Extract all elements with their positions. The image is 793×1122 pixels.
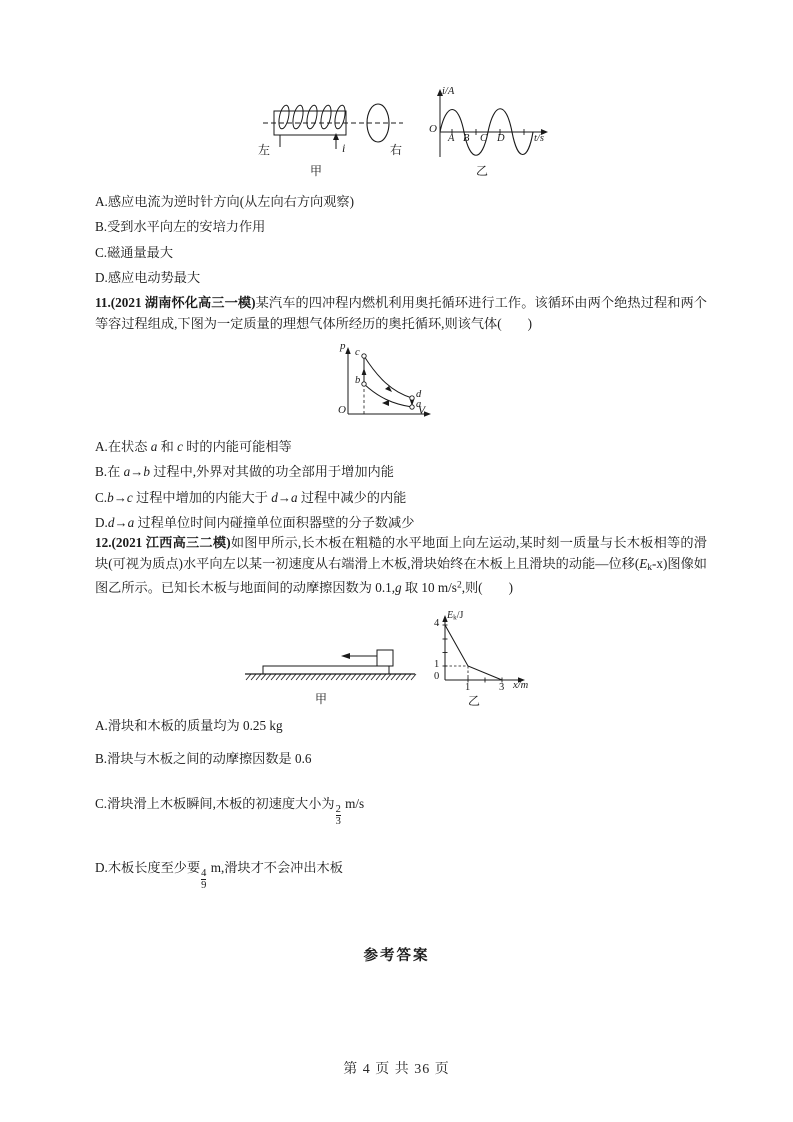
q11-options — [95, 437, 707, 539]
q10-option-a: A.感应电流为逆时针方向(从左向右方向观察) — [95, 194, 354, 209]
ek-origin-label: 0 — [434, 671, 440, 682]
otto-x-axis-label: V — [418, 405, 426, 417]
q11-opt-c-pre: C. — [95, 489, 108, 505]
ek-y-symbol: E — [447, 610, 454, 621]
figure-ek-x-graph — [420, 608, 545, 708]
q11-opt-c-post: 过程中减少的内能 — [297, 489, 407, 505]
q12-body-end: ) — [508, 579, 513, 595]
ek-x-axis-label: x/m — [513, 680, 529, 691]
solenoid-left-label: 左 — [258, 143, 271, 157]
q12-opt-d-numerator: 4 — [201, 867, 207, 879]
q11-opt-a-i1: a — [150, 439, 158, 454]
q12-opt-c-pre: C.滑块滑上木板瞬间,木板的初速度大小为 — [95, 795, 335, 811]
q12-option-b: B.滑块与木板之间的动摩擦因数是 0.6 — [95, 751, 312, 767]
otto-point-b: b — [355, 375, 361, 386]
q11-option-d — [95, 513, 707, 533]
figure-caption-jia-q12: 甲 — [315, 692, 328, 706]
q12-option-a: A.滑块和木板的质量均为 0.25 kg — [95, 718, 283, 733]
q11-option-a — [95, 437, 707, 457]
q12-g-symbol: g — [395, 579, 402, 595]
figure-otto-cycle — [330, 342, 446, 430]
q11-opt-a-i2: c — [177, 439, 183, 454]
figure-caption-jia-q10: 甲 — [310, 164, 323, 178]
answers-section-heading: 参考答案 — [363, 948, 430, 964]
figure-solenoid — [258, 85, 408, 178]
q12-option-d — [95, 858, 707, 892]
wave-tick-d: D — [497, 133, 505, 144]
q12-unit-exponent: 2 — [456, 580, 462, 591]
q12-opt-d-pre: D.木板长度至少要 — [95, 859, 201, 875]
q12-ek-symbol: E — [639, 556, 648, 572]
q11-stem — [95, 292, 707, 337]
ek-y-unit: /J — [456, 610, 464, 621]
q11-opt-a-post: 时的内能可能相等 — [182, 439, 292, 454]
figure-group-q10 — [258, 85, 558, 190]
q11-opt-c-i1: b→c — [107, 489, 133, 505]
q11-opt-a-mid: 和 — [157, 439, 178, 454]
solenoid-right-label: 右 — [390, 143, 403, 157]
q12-body-2: -x)图像如图乙所示。已知长木板与地面间的动摩擦因数为 0.1, — [95, 556, 707, 595]
wave-origin-label: O — [429, 123, 437, 135]
q12-opt-d-post: m,滑块才不会冲出木板 — [207, 859, 343, 875]
figure-current-time-graph — [424, 85, 558, 178]
q12-body-4: ,则( — [461, 579, 483, 595]
page-footer: 第 4 页 共 36 页 — [343, 1062, 450, 1077]
q10-option-b: B.受到水平向左的安培力作用 — [95, 219, 266, 235]
q12-source: (2021 江西高三二模) — [111, 535, 231, 550]
ek-y-axis-label — [447, 610, 463, 622]
wave-tick-b: B — [463, 133, 470, 144]
otto-origin-label: O — [338, 404, 346, 416]
q11-opt-d-pre: D. — [95, 515, 108, 531]
ek-y-tick-1: 1 — [434, 659, 440, 670]
wave-x-axis-label: t/s — [534, 133, 544, 144]
solenoid-current-label: i — [342, 141, 346, 155]
q11-opt-d-post: 过程单位时间内碰撞单位面积器壁的分子数减少 — [134, 515, 415, 531]
q11-opt-a-pre: A.在状态 — [95, 439, 151, 454]
ek-x-tick-3: 3 — [499, 682, 505, 693]
q11-opt-c-i2: d→a — [271, 489, 298, 505]
q11-source: (2021 湖南怀化高三一模) — [110, 295, 256, 310]
ek-y-tick-4: 4 — [434, 618, 440, 629]
q11-option-c — [95, 488, 707, 508]
q12-option-c — [95, 794, 707, 828]
q12-opt-d-denominator: 9 — [201, 880, 207, 892]
q11-opt-b-i1: a→b — [123, 464, 150, 480]
q12-stem — [95, 532, 707, 600]
q12-opt-c-post: m/s — [341, 795, 365, 811]
otto-point-c: c — [355, 347, 360, 358]
ek-y-subscript: k — [453, 613, 457, 622]
q12-opt-c-numerator: 2 — [335, 804, 341, 816]
q12-body-1: 如图甲所示,长木板在粗糙的水平地面上向左运动,某时刻一质量与长木板相等的滑块(可视为质点)水平向左以某一初速度从右端滑上木板,滑块始终在木板上且滑块的动能—位移( — [95, 535, 707, 572]
figure-board-block — [237, 622, 422, 706]
figure-group-q12 — [237, 608, 557, 713]
q12-options — [95, 716, 707, 896]
figure-caption-yi-q10: 乙 — [476, 164, 489, 178]
q11-opt-b-post: 过程中,外界对其做的功全部用于增加内能 — [149, 464, 394, 480]
q10-option-c: C.磁通量最大 — [95, 244, 174, 260]
q12-body-3: 取 10 m/s — [401, 579, 457, 595]
q11-body-end: ) — [527, 316, 533, 332]
q11-stem-text — [95, 292, 707, 335]
q10-option-d: D.感应电动势最大 — [95, 270, 201, 286]
q11-opt-d-i1: d→a — [107, 515, 135, 531]
q12-stem-text — [95, 532, 707, 598]
q12-number: 12. — [95, 535, 112, 550]
q11-number: 11. — [95, 295, 111, 310]
q10-options — [95, 192, 707, 294]
wave-y-axis-label: i/A — [442, 86, 455, 97]
q11-opt-b-pre: B.在 — [95, 464, 124, 480]
figure-caption-yi-q12: 乙 — [468, 694, 481, 708]
wave-tick-a: A — [448, 133, 455, 144]
otto-point-d: d — [416, 389, 422, 400]
ek-x-tick-1: 1 — [465, 682, 471, 693]
q12-ek-subscript: k — [647, 563, 653, 574]
otto-y-axis-label: p — [340, 340, 346, 352]
q12-opt-c-fraction — [336, 804, 341, 827]
q12-opt-d-fraction — [201, 868, 206, 891]
otto-point-a: a — [416, 399, 422, 410]
q11-option-b — [95, 462, 707, 482]
q12-opt-c-denominator: 3 — [335, 816, 341, 828]
wave-tick-c: C — [480, 133, 488, 144]
q11-opt-c-mid: 过程中增加的内能大于 — [132, 489, 272, 505]
q11-body: 某汽车的四冲程内燃机利用奥托循环进行工作。该循环由两个绝热过程和两个等容过程组成,下图为一定质量的理想气体所经历的奥托循环,则该气体( — [95, 295, 707, 332]
